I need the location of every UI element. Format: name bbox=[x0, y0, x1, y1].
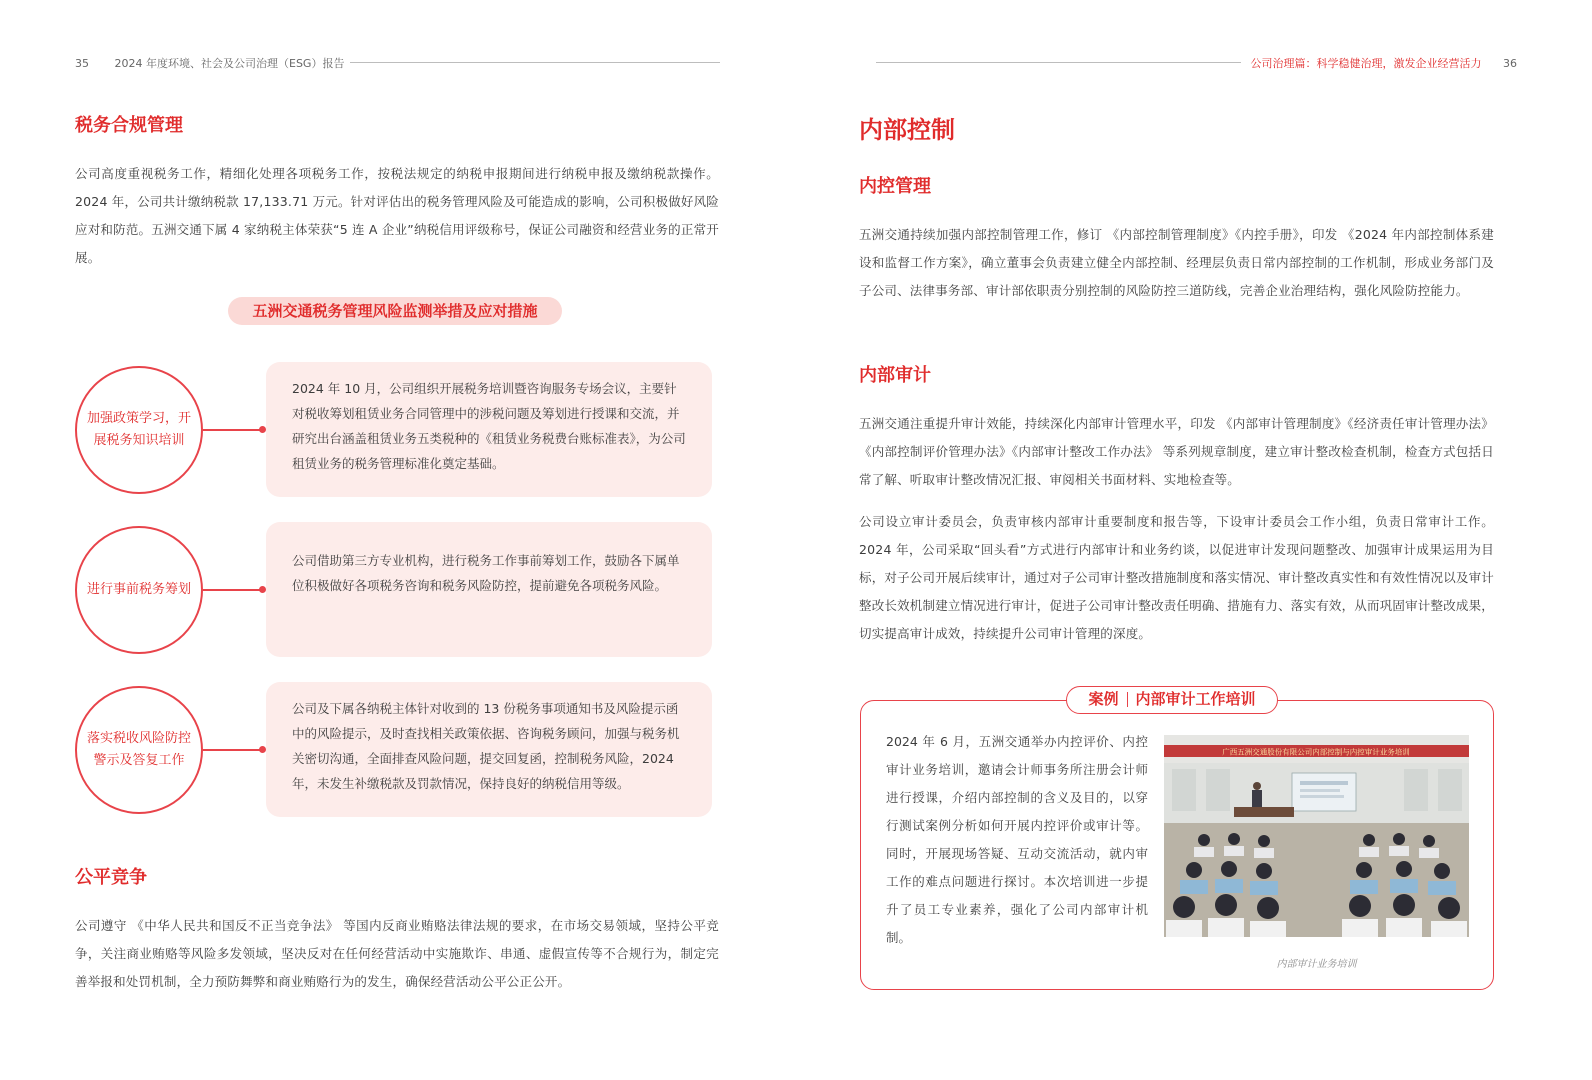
tax-compliance-title: 税务合规管理 bbox=[75, 115, 183, 136]
photo-caption: 内部审计业务培训 bbox=[1276, 959, 1357, 970]
left-page-header bbox=[75, 55, 344, 71]
training-photo bbox=[1164, 735, 1469, 937]
internal-mgmt-paragraph: 五洲交通持续加强内部控制管理工作，修订 《内部控制管理制度》《内控手册》，印发 《2024 年内部控制体系建设和监督工作方案》，确立董事会负责建立健全内部控制、经理层负责日常内部控制的工作机制，形成业务部门及子公司、法律事务部、审计部依职责分别控制的风险防控三道防线，完善企业治理结构，强化风险防控能力。 bbox=[859, 227, 1494, 298]
tax-measure-1 bbox=[75, 366, 725, 501]
connector-dot bbox=[259, 426, 266, 433]
case-tag bbox=[1066, 686, 1278, 714]
tax-measure-2-label: 进行事前税务筹划 bbox=[75, 526, 203, 654]
tax-measure-1-text: 2024 年 10 月，公司组织开展税务培训暨咨询服务专场会议，主要针对税收筹划租赁业务合同管理中的涉税问题及筹划进行授课和交流，并研究出台涵盖租赁业务五类税种的《租赁业务税费台账标准表》，为公司租赁业务的税务管理标准化奠定基础。 bbox=[266, 362, 712, 497]
internal-control-title: 内部控制 bbox=[859, 116, 955, 144]
tax-measures-title: 五洲交通税务管理风险监测举措及应对措施 bbox=[228, 297, 562, 325]
tax-measure-2 bbox=[75, 526, 725, 661]
section-title: 公司治理篇：科学稳健治理，激发企业经营活力 bbox=[1250, 57, 1482, 70]
tax-measure-3 bbox=[75, 686, 725, 821]
internal-audit-paragraph-1: 五洲交通注重提升审计效能，持续深化内部审计管理水平，印发 《内部审计管理制度》《经济责任审计管理办法》《内部控制评价管理办法》《内部审计整改工作办法》 等系列规章制度，建立审计整改检查机制，检查方式包括日常了解、听取审计整改情况汇报、审阅相关书面材料、实地检查等。 bbox=[859, 416, 1494, 487]
right-page bbox=[796, 0, 1592, 1080]
fair-competition-paragraph: 公司遵守 《中华人民共和国反不正当竞争法》 等国内反商业贿赂法律法规的要求，在市场交易领域，坚持公平竞争，关注商业贿赂等风险多发领域，坚决反对在任何经营活动中实施欺诈、串通、虚假宣传等不合规行为，制定完善举报和处罚机制，全力预防舞弊和商业贿赂行为的发生，确保经营活动公平公正公开。 bbox=[75, 918, 719, 989]
right-page-number: 36 bbox=[1503, 57, 1517, 70]
header-divider bbox=[350, 62, 720, 63]
connector-dot bbox=[259, 746, 266, 753]
connector-line bbox=[203, 429, 261, 431]
right-page-header bbox=[1251, 55, 1518, 71]
connector-dot bbox=[259, 586, 266, 593]
tax-measure-2-text: 公司借助第三方专业机构，进行税务工作事前筹划工作，鼓励各下属单位积极做好各项税务咨询和税务风险防控，提前避免各项税务风险。 bbox=[266, 522, 712, 657]
internal-audit-title: 内部审计 bbox=[859, 365, 931, 386]
left-page-number: 35 bbox=[75, 57, 89, 70]
report-title: 2024 年度环境、社会及公司治理（ESG）报告 bbox=[114, 57, 345, 70]
case-tag-separator bbox=[1127, 692, 1128, 707]
case-tag-label: 案例 bbox=[1088, 690, 1119, 708]
tax-measure-3-label: 落实税收风险防控警示及答复工作 bbox=[75, 686, 203, 814]
connector-line bbox=[203, 749, 261, 751]
tax-measure-1-label: 加强政策学习，开展税务知识培训 bbox=[75, 366, 203, 494]
fair-competition-title: 公平竞争 bbox=[75, 867, 147, 888]
case-text: 2024 年 6 月，五洲交通举办内控评价、内控审计业务培训，邀请会计师事务所注册会计师进行授课，介绍内部控制的含义及目的，以穿行测试案例分析如何开展内控评价或审计等。同时，开展现场答疑、互动交流活动，就内审工作的难点问题进行探讨。本次培训进一步提升了员工专业素养，强化了公司内部审计机制。 bbox=[886, 734, 1148, 945]
photo-banner-text: 广西五洲交通股份有限公司内部控制与内控审计业务培训 bbox=[1222, 747, 1410, 757]
tax-measure-3-text: 公司及下属各纳税主体针对收到的 13 份税务事项通知书及风险提示函中的风险提示，及时查找相关政策依据、咨询税务顾问，加强与税务机关密切沟通，全面排查风险问题，提交回复函，控制税务风险，2024 年，未发生补缴税款及罚款情况，保持良好的纳税信用等级。 bbox=[266, 682, 712, 817]
connector-line bbox=[203, 589, 261, 591]
case-tag-title: 内部审计工作培训 bbox=[1135, 690, 1256, 708]
internal-audit-paragraph-2: 公司设立审计委员会，负责审核内部审计重要制度和报告等，下设审计委员会工作小组，负责日常审计工作。2024 年，公司采取“回头看”方式进行内部审计和业务约谈，以促进审计发现问题整改、加强审计成果运用为目标，对子公司开展后续审计，通过对子公司审计整改措施制度和落实情况、审计整改真实性和有效性情况以及审计整改长效机制建立情况进行审计，促进子公司审计整改责任明确、措施有力、落实有效，从而巩固审计整改成果，切实提高审计成效，持续提升公司审计管理的深度。 bbox=[859, 514, 1495, 641]
tax-compliance-paragraph: 公司高度重视税务工作，精细化处理各项税务工作，按税法规定的纳税申报期间进行纳税申报及缴纳税款操作。2024 年，公司共计缴纳税款 17,133.71 万元。针对评估出的税务管理风险及可能造成的影响，公司积极做好风险应对和防范。五洲交通下属 4 家纳税主体荣获“5 连 A 企业”纳税信用评级称号，保证公司融资和经营业务的正常开展。 bbox=[75, 166, 719, 265]
internal-mgmt-title: 内控管理 bbox=[859, 176, 931, 197]
header-divider bbox=[876, 62, 1241, 63]
